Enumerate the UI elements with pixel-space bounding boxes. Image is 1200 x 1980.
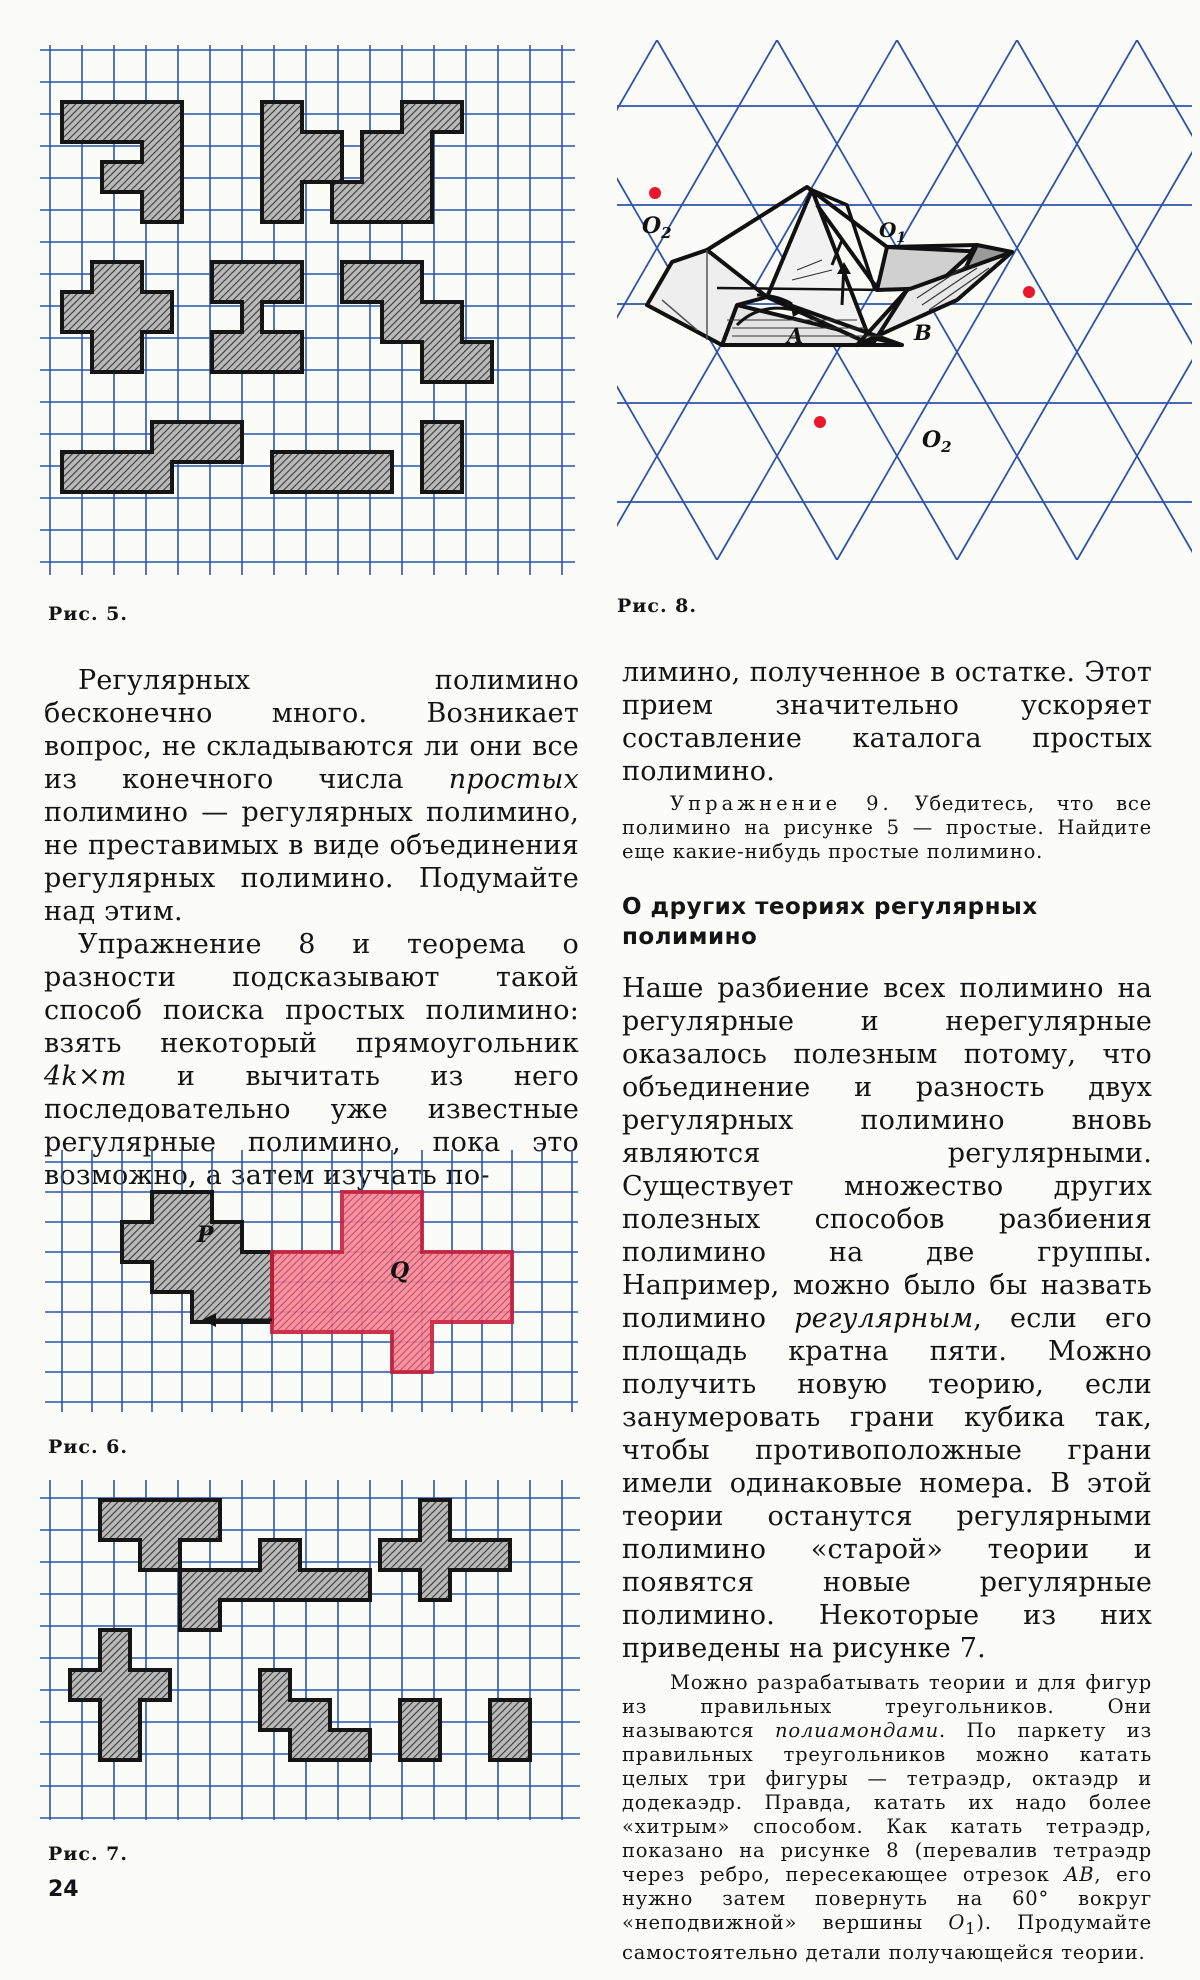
paragraph: Регулярных полимино бесконечно много. Возникает вопрос, не складываются ли они все из конечного числа простых полимино — регулярных полимино, не преставимых в виде объединения регулярных полимино. Подумайте над этим. [44, 665, 579, 927]
label-o2-top: $O_2$ [642, 213, 672, 242]
tetrahedra [647, 187, 1012, 345]
figure-8-caption: Рис. 8. [617, 595, 698, 617]
polyomino-shape [62, 262, 172, 372]
polyomino-shape [62, 422, 242, 492]
polyomino-shape [342, 262, 492, 382]
polyomino-shape [490, 1700, 530, 1760]
hinge-dot [649, 187, 661, 199]
polyomino-shape [380, 1500, 510, 1600]
polyomino-shape [332, 102, 462, 222]
figure-8 [617, 40, 1192, 560]
right-column [622, 656, 1152, 1965]
label-q: Q [390, 1258, 410, 1284]
hinge-dot [814, 416, 826, 428]
paragraph: лимино, полученное в остатке. Этот прием значительно ускоряет составление каталога простых полимино. [622, 657, 1152, 787]
formula: 4k×m [44, 1061, 127, 1092]
polyomino-shape [212, 262, 302, 372]
polyomino-shape [400, 1700, 440, 1760]
polyomino-shape [260, 1670, 370, 1760]
polyomino-shape [422, 422, 462, 492]
polyomino-shape [62, 102, 182, 222]
polyomino-p [122, 1192, 272, 1322]
label-o2-bottom: $O_2$ [922, 427, 952, 456]
polyomino-shape [70, 1630, 170, 1760]
paragraph: Упражнение 8 и теорема о разности подсказывают такой способ поиска простых полимино: взять некоторый прямоугольник 4k×m и вычитать из него последовательно уже известные регулярные полимино, пока это возможно, а затем изучать по- [44, 929, 579, 1191]
label-p: P [197, 1222, 214, 1248]
figure-7-caption: Рис. 7. [48, 1843, 129, 1865]
polyomino-shape [272, 452, 392, 492]
figure-6 [40, 1150, 580, 1415]
figure-7 [40, 1480, 580, 1820]
label-a: A [787, 323, 804, 348]
hinge-dot [1023, 286, 1035, 298]
paragraph: Наше разбиение всех полимино на регулярные и нерегулярные оказалось полезным потому, что объединение и разность двух регулярных полимино вновь являются регулярными. Существует множество других полезных способов разбиения полимино на две группы. Например, можно было бы назвать полимино регулярным, если его площадь кратна пяти. Можно получить новую теорию, если занумеровать грани кубика так, чтобы противоположные грани имели одинаковые номера. В этой теории останутся регулярными полимино «старой» теории и появятся новые регулярные полимино. Некоторые из них приведены на рисунке 7. [622, 973, 1152, 1664]
left-column [44, 664, 579, 1192]
exercise-9: Упражнение 9. Убедитесь, что все полимино на рисунке 5 — простые. Найдите еще какие-нибудь простые полимино. [622, 792, 1152, 863]
figure-5 [40, 40, 580, 580]
label-b: B [914, 320, 932, 345]
figure-5-caption: Рис. 5. [48, 603, 129, 625]
label-o1: $O_1$ [879, 218, 907, 246]
polyomino-shape [100, 1500, 220, 1570]
page-number: 24 [48, 1877, 79, 1902]
section-heading: О других теориях регулярных полимино [622, 894, 1038, 950]
figure-6-caption: Рис. 6. [48, 1436, 129, 1458]
paragraph-small: Можно разрабатывать теории и для фигур из правильных треугольников. Они называются полиамондами. По паркету из правильных треугольников можно катать целых три фигуры — тетраэдр, октаэдр и додекаэдр. Правда, катать их надо более «хитрым» способом. Как катать тетраэдр, показано на рисунке 8 (перевалив тетраэдр через ребро, пересекающее отрезок AB, его нужно затем повернуть на 60° вокруг «неподвижной» вершины $O_1$). Продумайте самостоятельно детали получающейся теории. [622, 1671, 1153, 1964]
polyomino-shape [180, 1540, 370, 1630]
